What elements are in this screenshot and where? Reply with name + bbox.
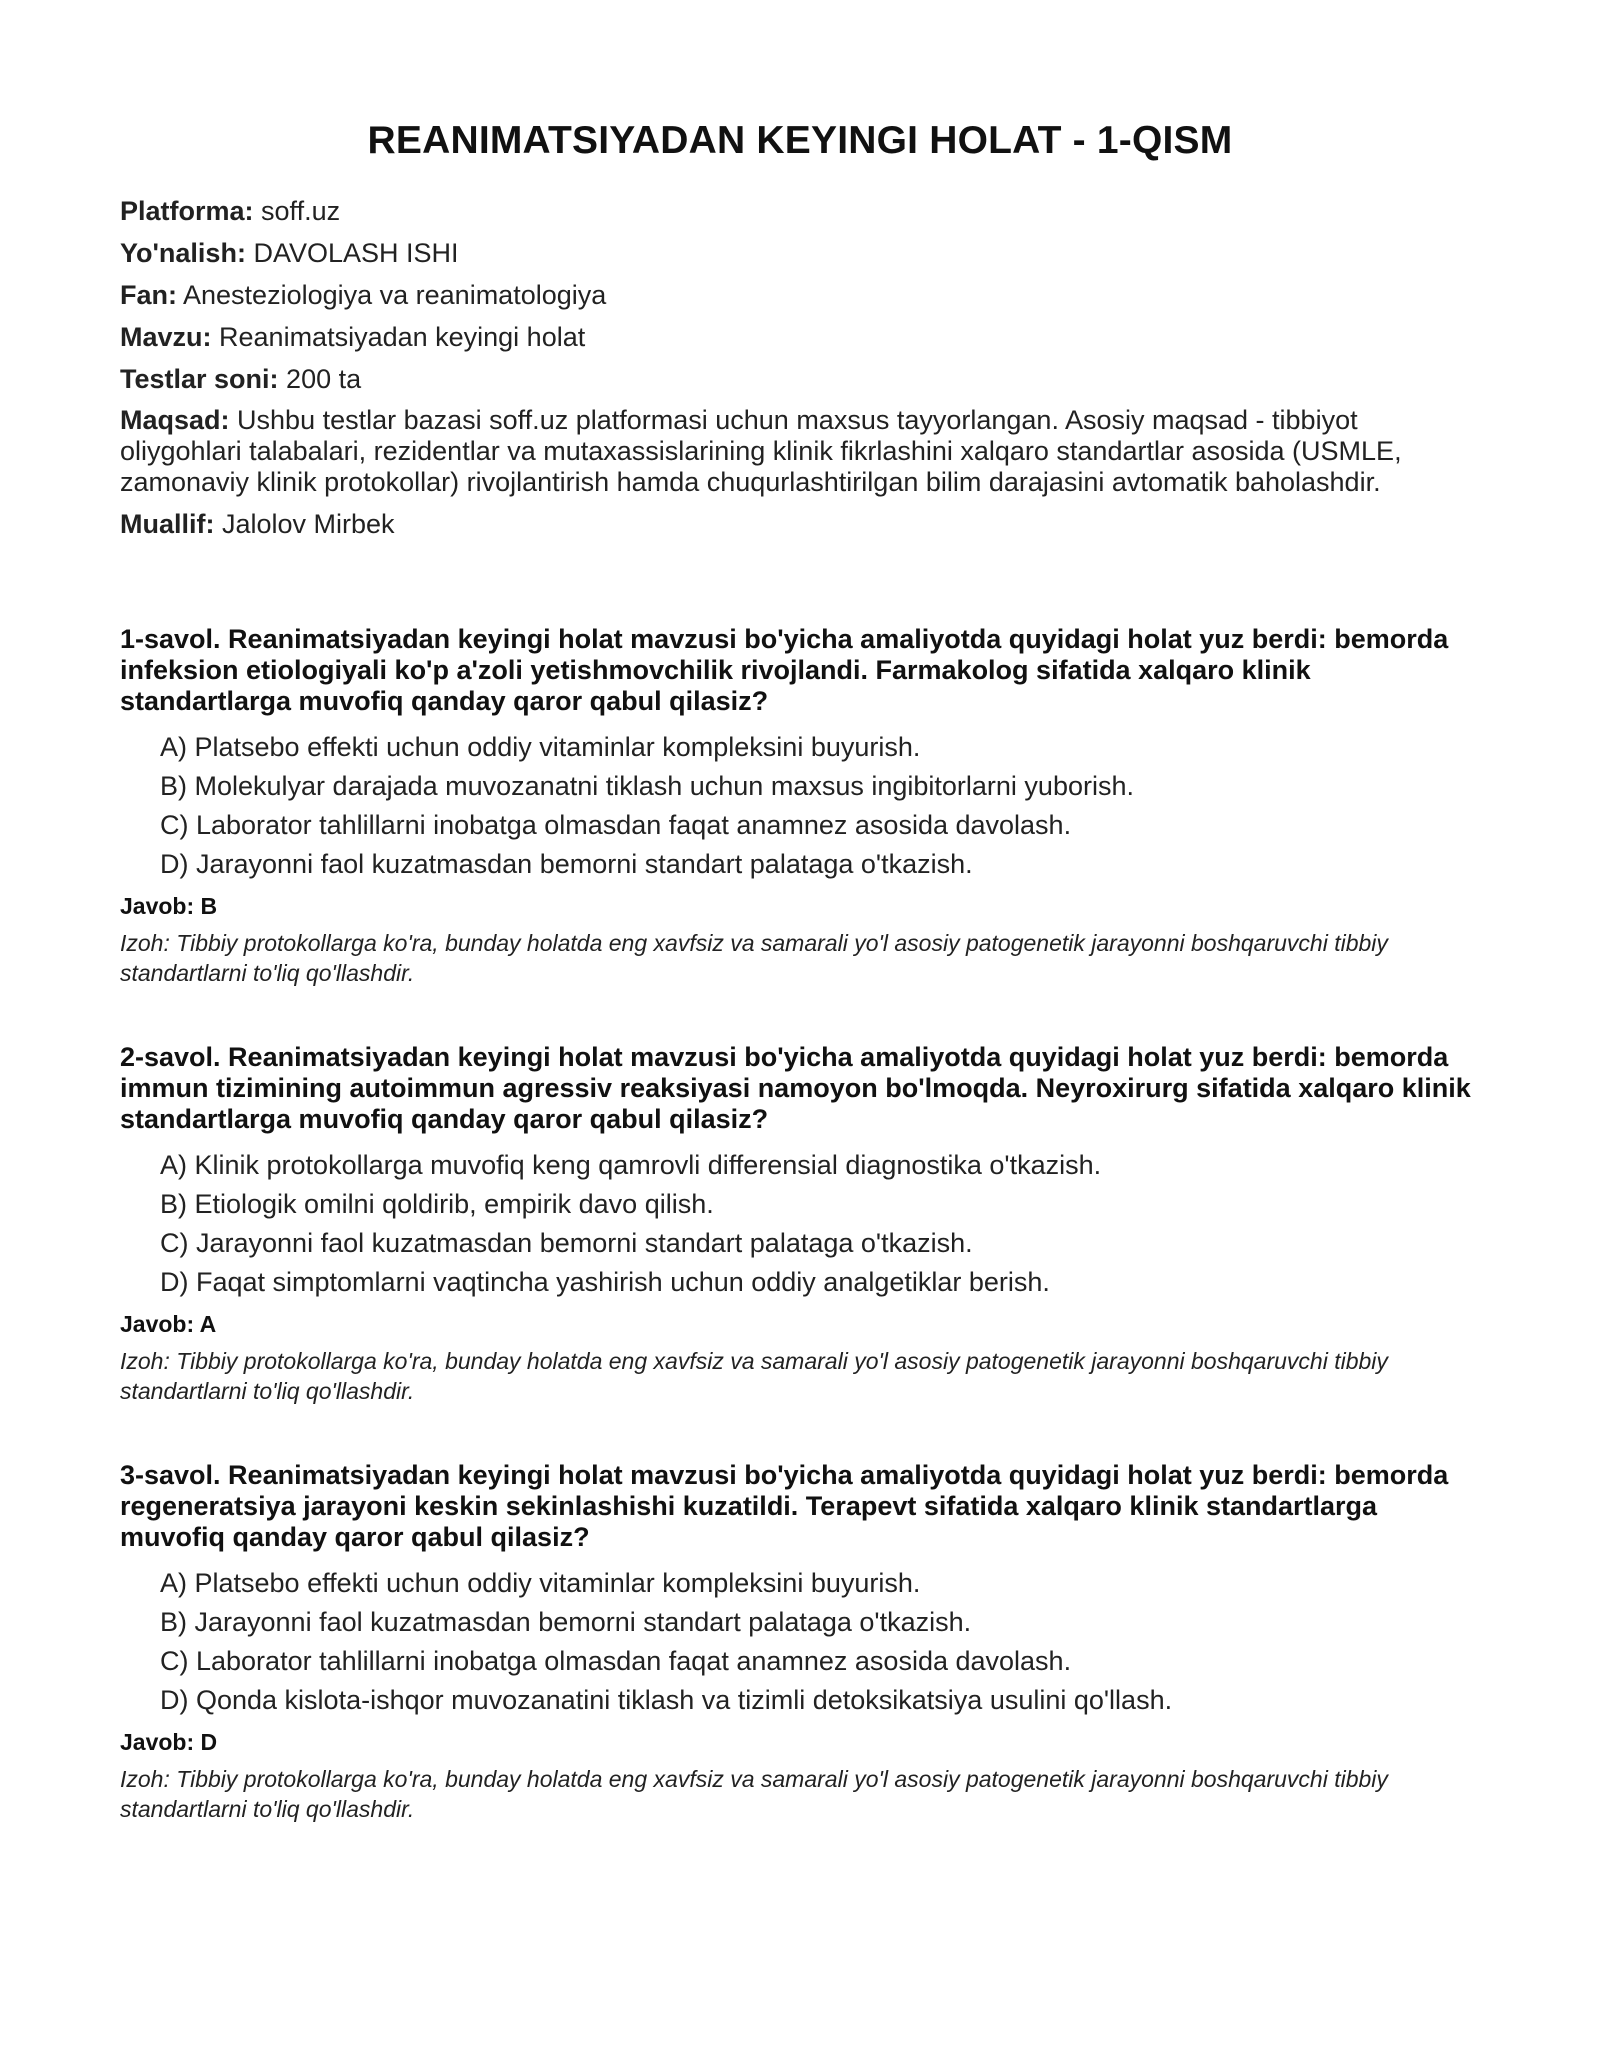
answer-options [120, 1567, 1480, 1716]
meta-key: Fan: [120, 279, 177, 310]
correct-answer: Javob: A [120, 1310, 217, 1337]
meta-test-count [120, 363, 1480, 395]
option-b: B) Etiologik omilni qoldirib, empirik davo qilish. [160, 1188, 714, 1219]
question-2 [120, 1042, 1480, 1406]
document-title: REANIMATSIYADAN KEYINGI HOLAT - 1-QISM [367, 119, 1233, 162]
option-d: D) Jarayonni faol kuzatmasdan bemorni standart palataga o'tkazish. [160, 848, 973, 879]
meta-topic [120, 321, 1480, 353]
meta-value: Ushbu testlar bazasi soff.uz platformasi uchun maxsus tayyorlangan. Asosiy maqsad - tibbiyot oliygohlari talabalari, rezidentlar va mutaxassislarining klinik fikrlashini xalqaro standartlar asosida (USMLE, zamonaviy klinik protokollar) rivojlantirish hamda chuqurlashtirilgan bilim darajasini avtomatik baholashdir. [120, 404, 1402, 497]
option-a: A) Platsebo effekti uchun oddiy vitaminlar kompleksini buyurish. [160, 731, 921, 762]
question-text: 2-savol. Reanimatsiyadan keyingi holat mavzusi bo'yicha amaliyotda quyidagi holat yuz berdi: bemorda immun tizimining autoimmun agressiv reaksiyasi namoyon bo'lmoqda. Neyroxirurg sifatida xalqaro klinik standartlarga muvofiq qanday qaror qabul qilasiz? [120, 1041, 1471, 1134]
correct-answer: Javob: B [120, 892, 218, 919]
meta-purpose [120, 405, 1480, 498]
meta-value: 200 ta [278, 363, 362, 394]
correct-answer: Javob: D [120, 1728, 218, 1755]
meta-value: Jalolov Mirbek [214, 508, 395, 539]
meta-value: Anesteziologiya va reanimatologiya [177, 279, 607, 310]
question-1 [120, 624, 1480, 988]
meta-value: Reanimatsiyadan keyingi holat [211, 321, 586, 352]
meta-key: Testlar soni: [120, 363, 279, 394]
meta-direction [120, 237, 1480, 269]
answer-explanation: Izoh: Tibbiy protokollarga ko'ra, bunday holatda eng xavfsiz va samarali yo'l asosiy patogenetik jarayonni boshqaruvchi tibbiy standartlarni to'liq qo'llashdir. [120, 1347, 1388, 1404]
meta-value: soff.uz [253, 195, 341, 226]
answer-explanation: Izoh: Tibbiy protokollarga ko'ra, bunday holatda eng xavfsiz va samarali yo'l asosiy patogenetik jarayonni boshqaruvchi tibbiy standartlarni to'liq qo'llashdir. [120, 1765, 1388, 1822]
meta-key: Maqsad: [120, 404, 230, 435]
meta-key: Muallif: [120, 508, 215, 539]
answer-options [120, 1149, 1480, 1298]
option-b: B) Jarayonni faol kuzatmasdan bemorni standart palataga o'tkazish. [160, 1606, 972, 1637]
option-d: D) Qonda kislota-ishqor muvozanatini tiklash va tizimli detoksikatsiya usulini qo'llash. [160, 1684, 1173, 1715]
answer-explanation: Izoh: Tibbiy protokollarga ko'ra, bunday holatda eng xavfsiz va samarali yo'l asosiy patogenetik jarayonni boshqaruvchi tibbiy standartlarni to'liq qo'llashdir. [120, 929, 1388, 986]
option-c: C) Laborator tahlillarni inobatga olmasdan faqat anamnez asosida davolash. [160, 1645, 1072, 1676]
answer-options [120, 731, 1480, 880]
option-a: A) Klinik protokollarga muvofiq keng qamrovli differensial diagnostika o'tkazish. [160, 1149, 1102, 1180]
question-3 [120, 1460, 1480, 1824]
option-c: C) Jarayonni faol kuzatmasdan bemorni standart palataga o'tkazish. [160, 1227, 973, 1258]
question-text: 1-savol. Reanimatsiyadan keyingi holat mavzusi bo'yicha amaliyotda quyidagi holat yuz berdi: bemorda infeksion etiologiyali ko'p a'zoli yetishmovchilik rivojlandi. Farmakolog sifatida xalqaro klinik standartlarga muvofiq qanday qaror qabul qilasiz? [120, 623, 1449, 716]
question-text: 3-savol. Reanimatsiyadan keyingi holat mavzusi bo'yicha amaliyotda quyidagi holat yuz berdi: bemorda regeneratsiya jarayoni keskin sekinlashishi kuzatildi. Terapevt sifatida xalqaro klinik standartlarga muvofiq qanday qaror qabul qilasiz? [120, 1459, 1449, 1552]
meta-platform [120, 195, 1480, 227]
meta-value: DAVOLASH ISHI [245, 237, 459, 268]
question-list [120, 624, 1480, 1824]
meta-key: Yo'nalish: [120, 237, 246, 268]
meta-key: Platforma: [120, 195, 254, 226]
document-metadata [120, 195, 1480, 540]
option-c: C) Laborator tahlillarni inobatga olmasdan faqat anamnez asosida davolash. [160, 809, 1072, 840]
option-d: D) Faqat simptomlarni vaqtincha yashirish uchun oddiy analgetiklar berish. [160, 1266, 1050, 1297]
option-a: A) Platsebo effekti uchun oddiy vitaminlar kompleksini buyurish. [160, 1567, 921, 1598]
meta-subject [120, 279, 1480, 311]
meta-key: Mavzu: [120, 321, 212, 352]
meta-author [120, 508, 1480, 540]
option-b: B) Molekulyar darajada muvozanatni tiklash uchun maxsus ingibitorlarni yuborish. [160, 770, 1134, 801]
